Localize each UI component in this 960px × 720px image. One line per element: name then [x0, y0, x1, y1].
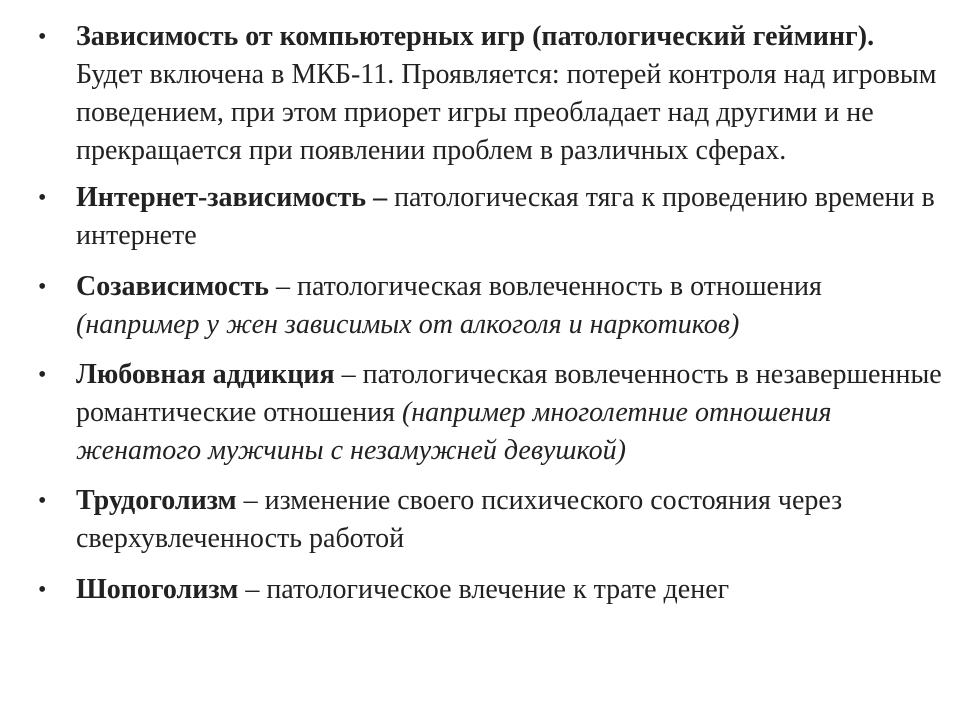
bullet-icon: •: [38, 185, 47, 211]
item-description: – патологическое влечение к трате денег: [245, 574, 730, 605]
bullet-icon: •: [38, 577, 47, 603]
bullet-list: [30, 18, 945, 617]
list-item-codependency: [30, 268, 945, 344]
item-example: (например многолетние отношения женатого мужчины с незамужней девушкой): [76, 397, 832, 466]
list-item-workaholism: [30, 482, 945, 558]
bullet-icon: •: [38, 274, 47, 300]
item-term: Зависимость от компьютерных игр (патологический гейминг).: [76, 21, 875, 52]
item-term: Любовная аддикция: [76, 359, 335, 390]
bullet-icon: •: [38, 362, 47, 388]
item-description: – патологическая вовлеченность в незавершенные романтические отношения: [76, 359, 942, 428]
bullet-icon: •: [38, 488, 47, 514]
list-item-internet-addiction: [30, 179, 945, 255]
item-term: Шопоголизм: [76, 574, 239, 605]
item-separator: [335, 359, 342, 390]
item-description: Будет включена в МКБ-11. Проявляется: потерей контроля над игровым поведением, при этом приорет игры преобладает над другими и не прекращается при появлении проблем в различных сферах.: [76, 59, 937, 166]
list-item-love-addiction: [30, 356, 945, 470]
item-separator: [387, 182, 394, 213]
list-item-shopaholism: [30, 571, 945, 609]
item-description: патологическая тяга к проведению времени в интернете: [76, 182, 935, 251]
bullet-icon: •: [38, 24, 47, 50]
item-term: Созависимость: [76, 271, 269, 302]
item-term: Интернет-зависимость –: [76, 182, 388, 213]
item-separator: [269, 271, 276, 302]
item-separator: [237, 485, 244, 516]
item-term: Трудоголизм: [76, 485, 237, 516]
list-item-gaming-addiction: [30, 18, 945, 170]
item-description: – изменение своего психического состояния через сверхувлеченность работой: [76, 485, 843, 554]
item-description: – патологическая вовлеченность в отношения: [275, 271, 822, 302]
item-example: (например у жен зависимых от алкоголя и наркотиков): [76, 309, 740, 340]
